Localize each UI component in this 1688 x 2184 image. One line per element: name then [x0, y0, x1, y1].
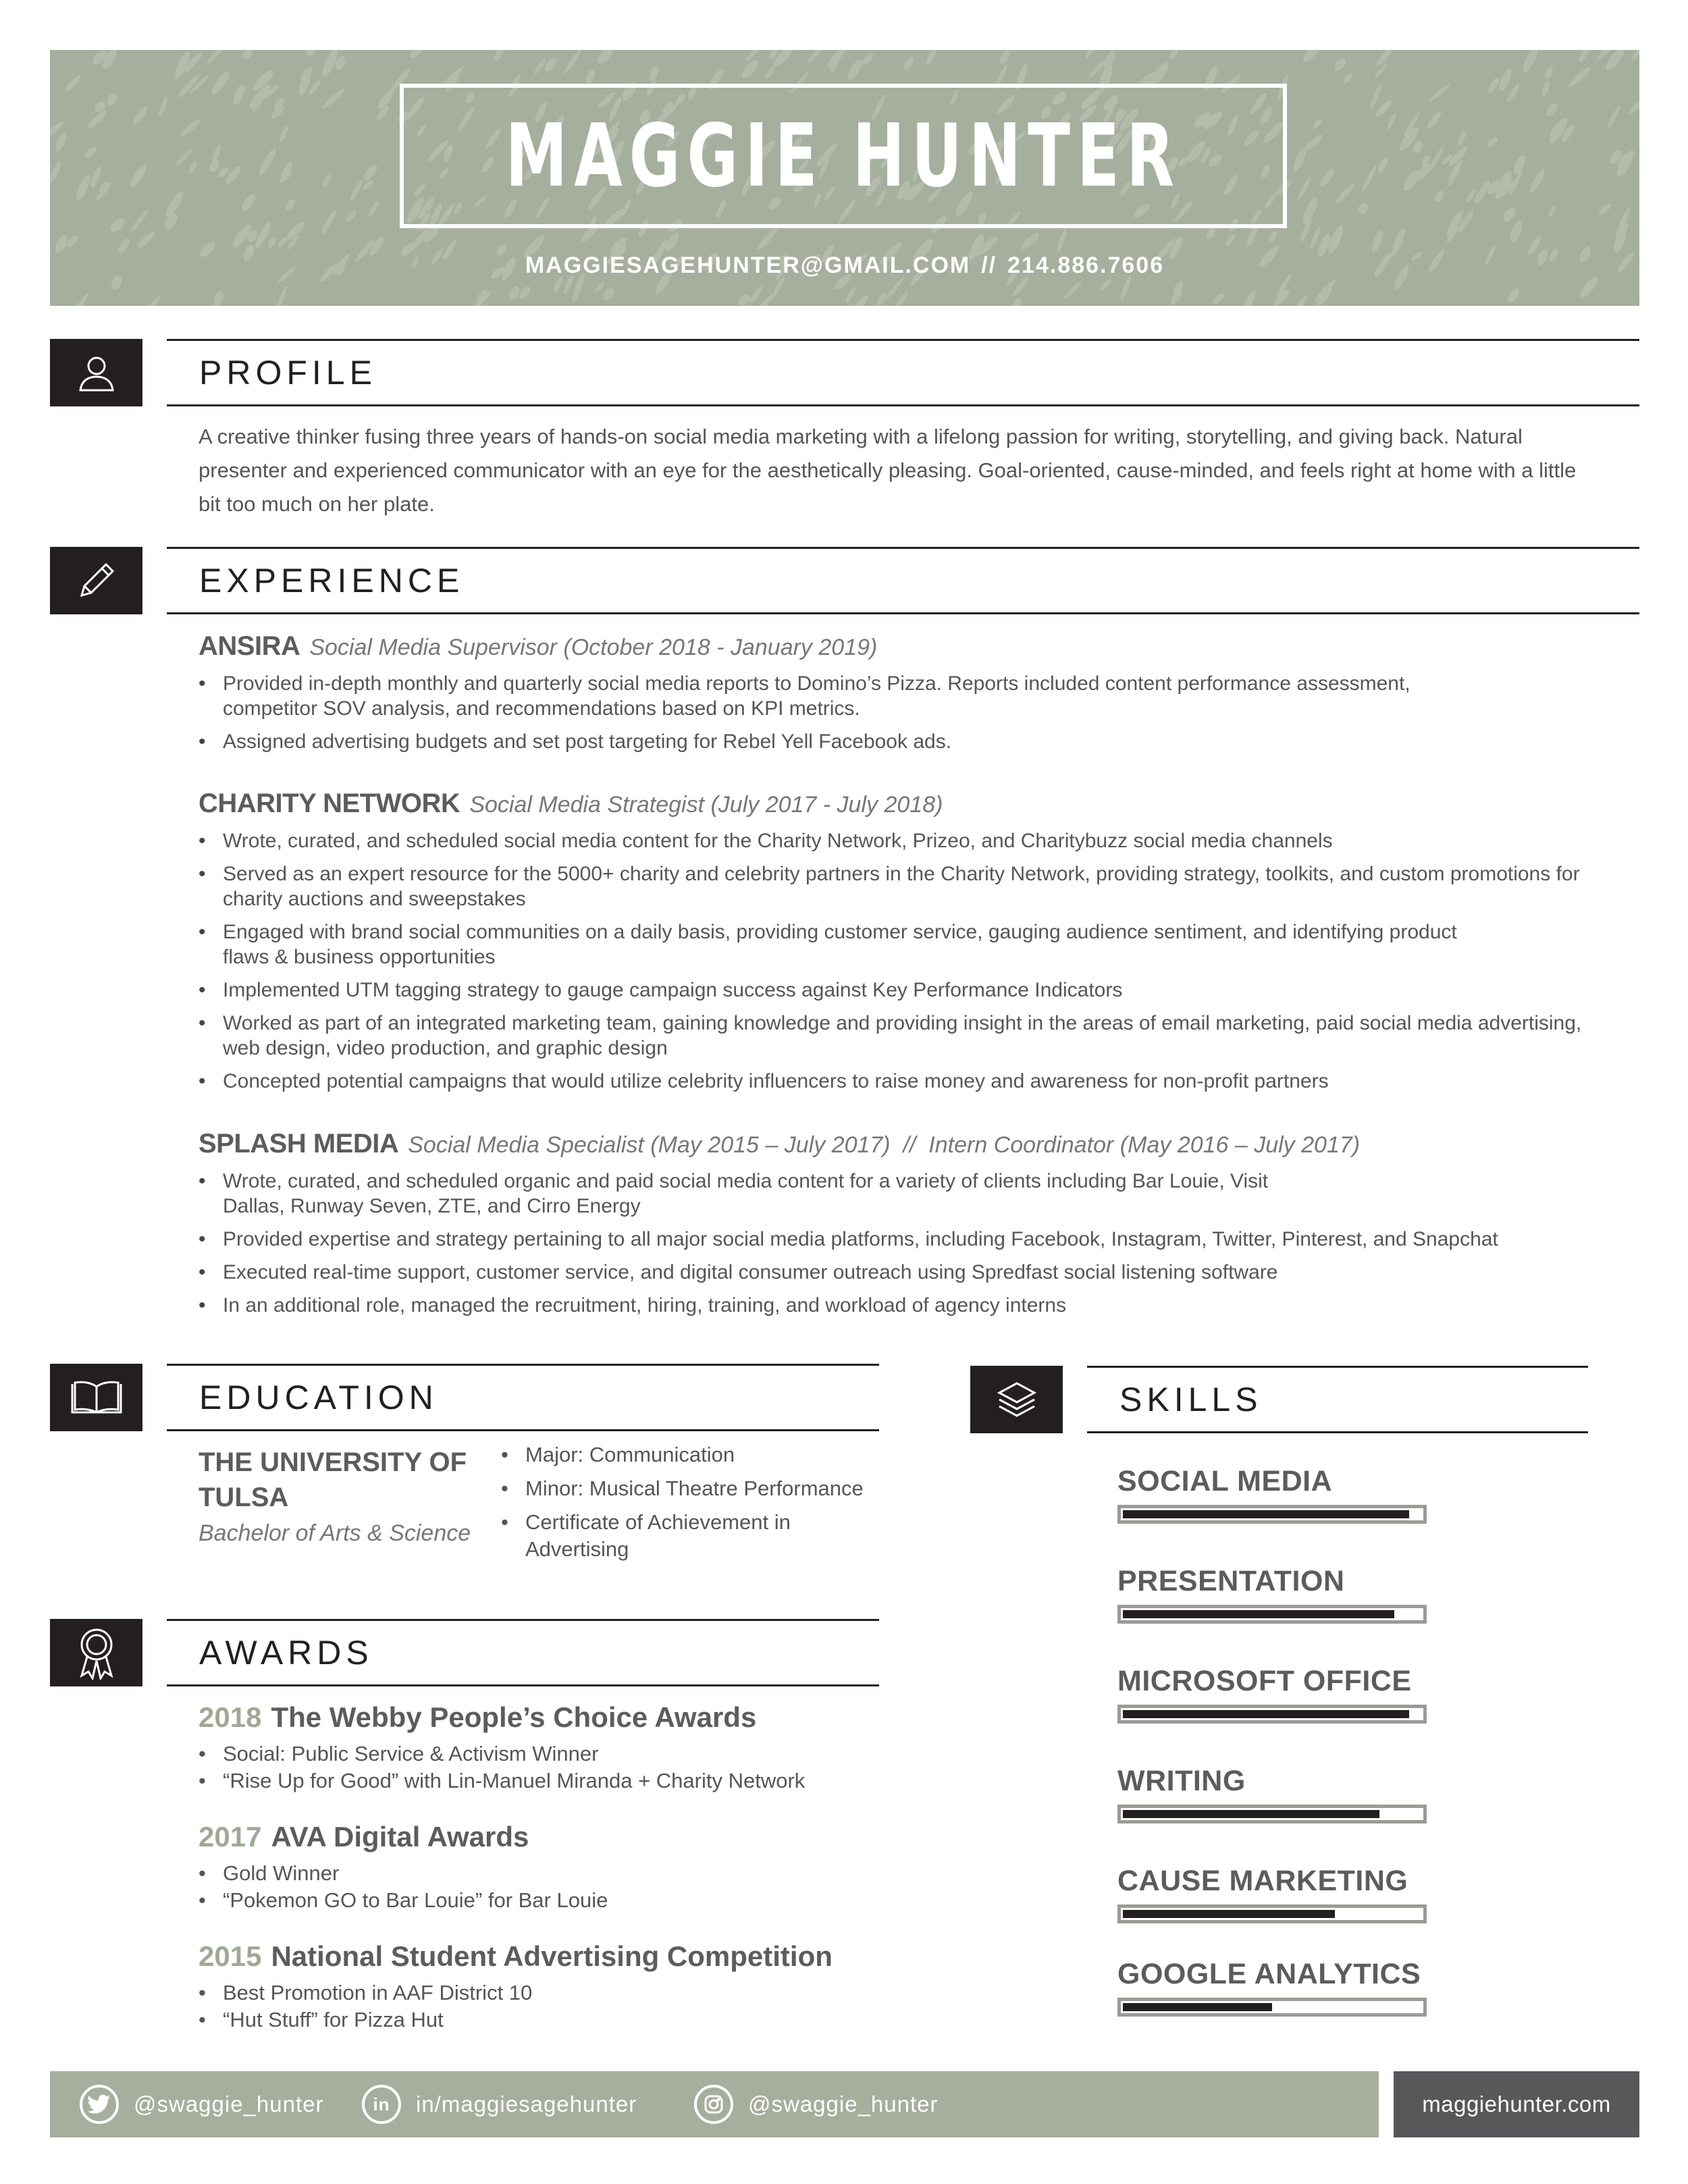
list-item: • Wrote, curated, and scheduled social media content for the Charity Network, Prizeo, and Charitybuzz social media channels [223, 828, 1589, 853]
pencil-icon [75, 559, 118, 602]
list-item: • Concepted potential campaigns that would utilize celebrity influencers to raise money and awareness for non-profit partners [223, 1069, 1589, 1094]
skill-bar [1117, 1998, 1427, 2017]
skill-name: GOOGLE ANALYTICS [1117, 1958, 1421, 1990]
skill-bar [1117, 1805, 1427, 1823]
skill-name: PRESENTATION [1117, 1565, 1345, 1597]
award-year: 2015 [199, 1940, 262, 1972]
award-2015 [199, 1940, 874, 2033]
list-item: • Assigned advertising budgets and set post targeting for Rebel Yell Facebook ads. [223, 729, 1589, 754]
skill-microsoft-office [1117, 1665, 1435, 1724]
job-role: Social Media Strategist (July 2017 - July 2018) [469, 792, 943, 818]
list-item: • Executed real-time support, customer service, and digital consumer outreach using Spredfast social listening software [223, 1260, 1589, 1285]
profile-title: PROFILE [199, 354, 377, 392]
user-icon [75, 351, 118, 394]
experience-title: EXPERIENCE [199, 562, 465, 600]
award-details [199, 1740, 874, 1794]
name-frame [400, 84, 1287, 228]
skill-level [1123, 2003, 1272, 2011]
skill-level [1123, 1910, 1335, 1918]
award-details [199, 1979, 874, 2033]
experience-icon-box [50, 547, 142, 614]
list-item: • “Pokemon GO to Bar Louie” for Bar Louie [223, 1887, 874, 1914]
job-splash-media [199, 1129, 1589, 1326]
list-item: • Implemented UTM tagging strategy to gauge campaign success against Key Performance Indicators [223, 978, 1589, 1003]
award-name: AVA Digital Awards [271, 1821, 529, 1853]
company-name: ANSIRA [199, 631, 300, 661]
list-item: • Provided expertise and strategy pertaining to all major social media platforms, including Facebook, Instagram, Twitter, Pinterest, and Snapchat [223, 1227, 1589, 1252]
skill-name: SOCIAL MEDIA [1117, 1465, 1333, 1497]
footer-bar [50, 2071, 1379, 2137]
job-bullets [199, 671, 1589, 754]
school-name: THE UNIVERSITY OF TULSA [199, 1447, 467, 1512]
linkedin-link[interactable] [362, 2071, 637, 2137]
skill-level [1123, 1810, 1379, 1818]
instagram-icon [694, 2085, 733, 2124]
education-heading [167, 1364, 879, 1431]
list-item: • “Hut Stuff” for Pizza Hut [223, 2006, 874, 2033]
list-item: • Served as an expert resource for the 5000+ charity and celebrity partners in the Charity Network, providing strategy, toolkits, and custom promotions for charity auctions and sweepstakes [223, 861, 1589, 911]
job-ansira [199, 631, 1589, 762]
skill-writing [1117, 1765, 1435, 1823]
degree: Bachelor of Arts & Science [199, 1520, 471, 1546]
skill-cause-marketing [1117, 1865, 1435, 1923]
company-name: SPLASH MEDIA [199, 1129, 399, 1158]
award-2017 [199, 1821, 874, 1914]
website-link[interactable]: maggiehunter.com [1394, 2071, 1639, 2137]
skills-title: SKILLS [1119, 1381, 1263, 1418]
award-2018 [199, 1701, 874, 1794]
education-title: EDUCATION [199, 1379, 438, 1416]
job-bullets [199, 828, 1589, 1094]
list-item: • Social: Public Service & Activism Winner [223, 1740, 874, 1767]
skills-heading [1087, 1366, 1588, 1433]
award-details [199, 1860, 874, 1914]
contact-separator: // [981, 252, 997, 278]
skill-bar [1117, 1505, 1427, 1524]
phone-number[interactable]: 214.886.7606 [1007, 252, 1165, 278]
award-year: 2018 [199, 1701, 262, 1733]
list-item: • Worked as part of an integrated marketing team, gaining knowledge and providing insight in the areas of email marketing, paid social media advertising, web design, video production, and graphic design [223, 1011, 1589, 1061]
header-banner [50, 50, 1639, 306]
skill-name: WRITING [1117, 1765, 1246, 1797]
job-role: Social Media Specialist (May 2015 – July 2017) // Intern Coordinator (May 2016 – July 2017) [408, 1132, 1361, 1158]
skill-name: CAUSE MARKETING [1117, 1865, 1408, 1897]
skill-bar [1117, 1605, 1427, 1624]
award-name: National Student Advertising Competition [271, 1940, 833, 1972]
list-item: • In an additional role, managed the recruitment, hiring, training, and workload of agency interns [223, 1293, 1589, 1318]
linkedin-icon: in [362, 2085, 401, 2124]
profile-icon-box [50, 339, 142, 406]
skill-level [1123, 1710, 1409, 1718]
awards-icon-box [50, 1619, 142, 1686]
list-item: • Major: Communication [525, 1441, 864, 1468]
person-name: MAGGIE HUNTER [505, 105, 1182, 207]
twitter-link[interactable] [80, 2071, 324, 2137]
skill-name: MICROSOFT OFFICE [1117, 1665, 1412, 1697]
linkedin-handle: in/maggiesagehunter [416, 2092, 637, 2116]
education-details [501, 1441, 864, 1570]
list-item: • Wrote, curated, and scheduled organic and paid social media content for a variety of clients including Bar Louie, Visit Dallas, Runway Seven, ZTE, and Cirro Energy [223, 1169, 1330, 1219]
skill-bar [1117, 1905, 1427, 1923]
skill-bar [1117, 1705, 1427, 1724]
profile-heading [167, 339, 1639, 406]
contact-line [50, 252, 1639, 279]
list-item: • Best Promotion in AAF District 10 [223, 1979, 874, 2006]
list-item: • Gold Winner [223, 1860, 874, 1887]
email-link[interactable]: MAGGIESAGEHUNTER@GMAIL.COM [525, 252, 971, 278]
awards-title: AWARDS [199, 1634, 373, 1672]
list-item: • “Rise Up for Good” with Lin-Manuel Miranda + Charity Network [223, 1767, 874, 1794]
experience-heading [167, 547, 1639, 614]
layers-icon [995, 1378, 1038, 1421]
job-charity-network [199, 789, 1589, 1102]
skill-google-analytics [1117, 1958, 1435, 2017]
twitter-icon [80, 2085, 119, 2124]
job-role: Social Media Supervisor (October 2018 - January 2019) [309, 635, 878, 660]
skill-presentation [1117, 1565, 1435, 1624]
ribbon-award-icon [76, 1626, 117, 1680]
award-year: 2017 [199, 1821, 262, 1853]
education-icon-box [50, 1364, 142, 1431]
list-item: • Certificate of Achievement in Advertising [525, 1509, 795, 1563]
skill-level [1123, 1610, 1394, 1618]
instagram-link[interactable] [694, 2071, 939, 2137]
skills-icon-box [970, 1366, 1063, 1433]
skill-level [1123, 1510, 1409, 1518]
list-item: • Engaged with brand social communities on a daily basis, providing customer service, gauging audience sentiment, and identifying product flaws & business opportunities [223, 920, 1485, 969]
job-bullets [199, 1169, 1589, 1318]
twitter-handle: @swaggie_hunter [134, 2092, 324, 2116]
list-item: • Minor: Musical Theatre Performance [525, 1475, 864, 1502]
list-item: • Provided in-depth monthly and quarterly social media reports to Domino’s Pizza. Reports included content performance assessment, competitor SOV analysis, and recommendations based on KPI metrics. [223, 671, 1438, 721]
instagram-handle: @swaggie_hunter [748, 2092, 939, 2116]
book-icon [70, 1379, 124, 1416]
profile-text: A creative thinker fusing three years of hands-on social media marketing with a lifelong passion for writing, storytelling, and giving back. Natural presenter and experienced communicator with an eye for the aesthetically pleasing. Goal-oriented, cause-minded, and feels right at home with a little bit too much on her plate. [199, 425, 1577, 516]
company-name: CHARITY NETWORK [199, 789, 460, 818]
award-name: The Webby People’s Choice Awards [271, 1701, 757, 1733]
skill-social-media [1117, 1465, 1435, 1524]
awards-heading [167, 1619, 879, 1686]
